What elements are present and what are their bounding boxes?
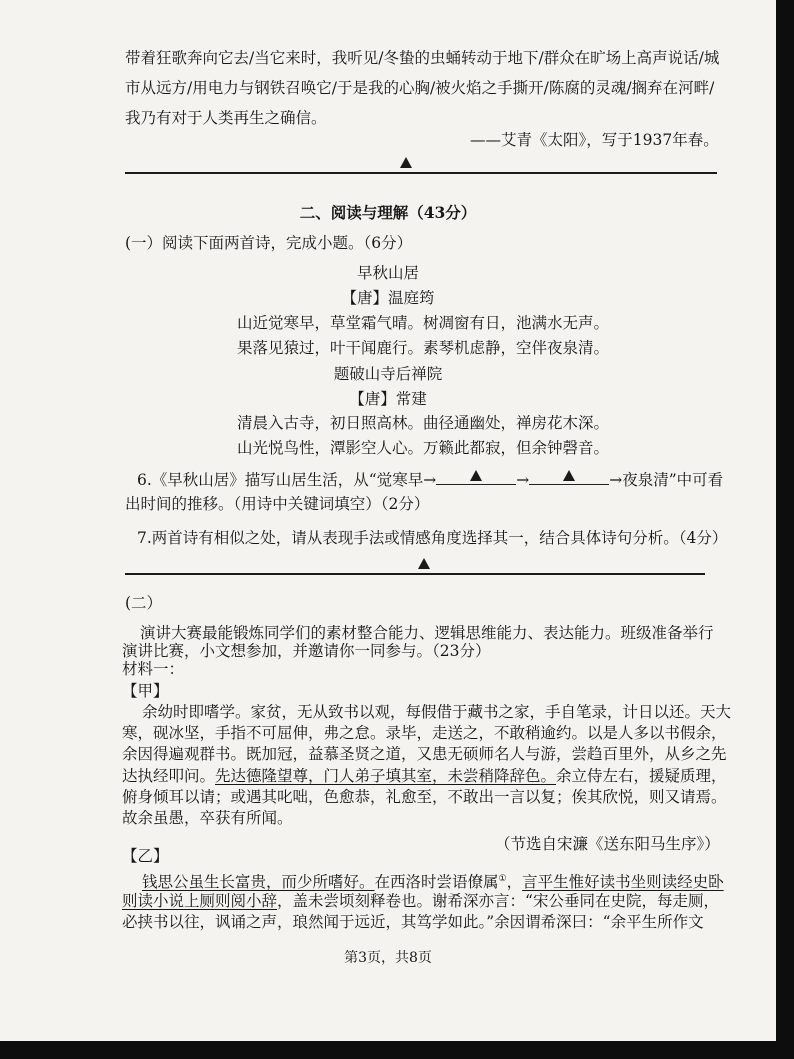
yi-line-2-a: ，盖未尝顷刻释卷也。谢希深亦言：“宋公垂同在史院，每走厕， <box>277 892 719 910</box>
q6-blank-1[interactable] <box>436 468 516 485</box>
yi-line-1-b: ， <box>506 873 523 892</box>
poem2-line-1: 清晨入古寺，初日照高林。曲径通幽处，禅房花木深。 <box>237 414 610 432</box>
jia-line-4 <box>122 766 727 786</box>
page-number: 第3页，共8页 <box>344 950 432 966</box>
jia-line-6: 故余虽愚，卒获有所闻。 <box>122 809 293 827</box>
poem-source: ——艾青《太阳》，写于1937年春。 <box>470 131 719 149</box>
part2-intro-2: 演讲比赛，小文想参加，并邀请你一同参与。（23分） <box>122 642 491 660</box>
question-6 <box>137 468 723 490</box>
yi-line-1 <box>142 869 724 892</box>
scan-border-bottom <box>0 1041 794 1059</box>
q6-prefix: 6.《早秋山居》描写山居生活，从“觉寒早→ <box>137 471 437 489</box>
poem2-line-2: 山光悦鸟性，潭影空人心。万籁此都寂，但余钟磬音。 <box>237 439 610 457</box>
poem1-line-2: 果落见猿过，叶干闻鹿行。素琴机虑静，空伴夜泉清。 <box>237 339 610 357</box>
footnote-marker: ① <box>498 874 507 884</box>
poem-line-1: 带着狂歌奔向它去/当它来时，我听见/冬蛰的虫蛹转动于地下/群众在旷场上高声说话/城 <box>125 49 720 67</box>
jia-underlined-sentence: 先达德隆望尊，门人弟子填其室，未尝稍降辞色。 <box>215 767 557 785</box>
scan-border-right <box>776 0 794 1059</box>
jia-line-5: 俯身倾耳以请；或遇其叱咄，色愈恭，礼愈至，不敢出一言以复；俟其欣悦，则又请焉。 <box>122 788 727 806</box>
yi-underlined-1: 钱思公虽生长富贵，而少所嗜好。 <box>142 873 375 892</box>
yi-line-3: 必挟书以往，讽诵之声，琅然闻于远近，其笃学如此。”余因谓希深曰：“余平生所作文 <box>122 913 704 931</box>
yi-label: 【乙】 <box>122 847 169 865</box>
jia-line-1: 余幼时即嗜学。家贫，无从致书以观，每假借于藏书之家，手自笔录，计日以还。天大 <box>142 703 732 721</box>
jia-line-4-b: 余立侍左右，援疑质理， <box>556 767 727 785</box>
section-title: 二、阅读与理解（43分） <box>299 203 477 222</box>
poem2-title: 题破山寺后禅院 <box>333 365 443 383</box>
q6-arrow: → <box>516 471 530 489</box>
part2-label: (二） <box>125 594 163 612</box>
yi-underlined-3: 则读小说上厕则阅小辞 <box>122 892 278 910</box>
yi-line-2 <box>122 891 719 911</box>
question-7: 7.两首诗有相似之处，请从表现手法或情感角度选择其一，结合具体诗句分析。（4分） <box>137 529 728 547</box>
q6-blank-2[interactable] <box>529 468 609 485</box>
poem1-author: 【唐】温庭筠 <box>341 289 435 307</box>
poem1-title: 早秋山居 <box>356 264 419 282</box>
material-label: 材料一： <box>122 660 185 678</box>
question-6-line-2: 出时间的推移。（用诗中关键词填空）（2分） <box>125 495 430 513</box>
jia-line-4-a: 达执经叩问。 <box>122 767 216 785</box>
answer-mark-icon <box>418 558 430 569</box>
answer-mark-icon <box>400 157 412 168</box>
q6-suffix: →夜泉清”中可看 <box>609 471 724 489</box>
yi-underlined-2: 言平生惟好读书坐则读经史卧 <box>522 873 724 892</box>
jia-source: （节选自宋濂《送东阳马生序》） <box>495 835 720 853</box>
poem-line-3: 我乃有对于人类再生之确信。 <box>125 109 327 127</box>
yi-line-1-a: 在西洛时尝语僚属 <box>374 873 499 892</box>
answer-line <box>125 172 717 174</box>
answer-line <box>125 573 705 575</box>
poem1-line-1: 山近觉寒早，草堂霜气晴。树凋窗有日，池满水无声。 <box>237 314 610 332</box>
part1-intro: (一）阅读下面两首诗，完成小题。（6分） <box>125 234 413 252</box>
poem2-author: 【唐】常建 <box>349 390 427 408</box>
part2-intro-1: 演讲大赛最能锻炼同学们的素材整合能力、逻辑思维能力、表达能力。班级准备举行 <box>140 624 714 642</box>
jia-line-2: 寒，砚冰坚，手指不可屈伸，弗之怠。录毕，走送之，不敢稍逾约。以是人多以书假余， <box>122 724 727 742</box>
jia-label: 【甲】 <box>122 682 169 700</box>
jia-line-3: 余因得遍观群书。既加冠，益慕圣贤之道，又患无硕师名人与游，尝趋百里外，从乡之先 <box>122 745 727 763</box>
poem-line-2: 市从远方/用电力与钢铁召唤它/于是我的心胸/被火焰之手撕开/陈腐的灵魂/搁弃在河畔/ <box>125 79 715 97</box>
